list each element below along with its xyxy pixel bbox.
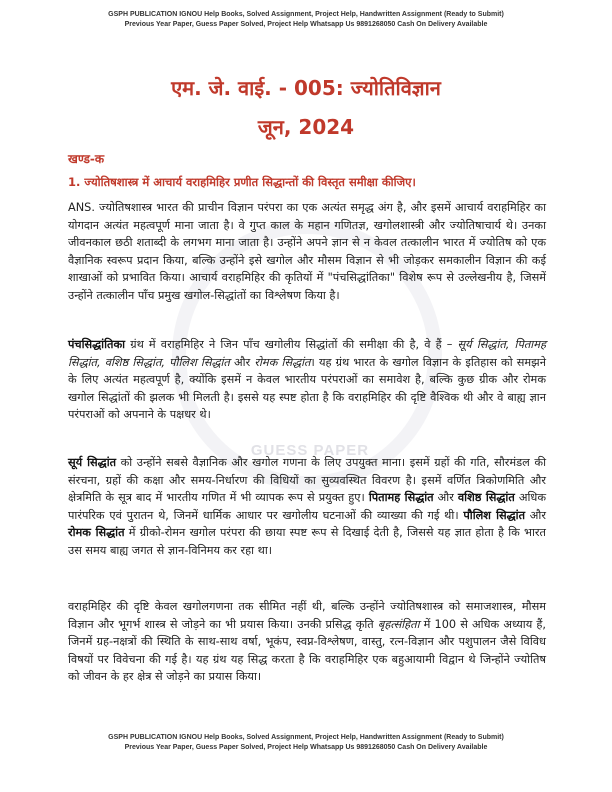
answer-paragraph-1 — [68, 199, 546, 305]
paragraph-text: को उन्होंने सबसे वैज्ञानिक और खगोल गणना के लिए उपयुक्त माना। इसमें ग्रहों की गति, सौरमंडल की संरचना, ग्रहों की कक्षा और समय-निर्धारण की विधियों का सुव्यवस्थित विवरण है। इसमें वर्णित त्रिकोणमिति और क्षेत्रमिति के सूत्र बाद में भारतीय गणित में भी व्यापक रूप से प्रयुक्त हुए। — [68, 456, 546, 505]
page-header — [0, 10, 612, 30]
footer-line-2: Previous Year Paper, Guess Paper Solved, Project Help Whatsapp Us 9891268050 Cash On Delivery Available — [124, 744, 488, 751]
bold-term: वशिष्ठ सिद्धांत — [457, 491, 515, 505]
watermark-text: GUESS PAPER — [250, 442, 370, 459]
paragraph-text: और — [229, 355, 255, 369]
section-heading: खण्ड-क — [68, 152, 105, 166]
paragraph-text: में 100 से अधिक अध्याय हैं, जिनमें ग्रह-नक्षत्रों की स्थिति के साथ-साथ वर्षा, भूकंप, स्वप्न-विश्लेषण, वास्तु, रत्न-विज्ञान और पशुपालन जैसे विविध विषयों पर विवेचना की गई है। यह ग्रंथ यह सिद्ध करता है कि वराहमिहिर एक बहुआयामी विद्वान थे जिन्होंने ज्योतिष को जीवन के हर क्षेत्र से जोड़ने का प्रयास किया। — [68, 617, 546, 684]
paragraph-text: अधिक पारंपरिक एवं पुरातन थे, जिनमें धार्मिक आधार पर खगोलीय घटनाओं की व्याख्या की गई थी। — [68, 491, 547, 522]
bold-term: पंचसिद्धांतिका — [68, 338, 126, 351]
bold-term: रोमक सिद्धांत — [68, 526, 125, 540]
header-line-2: Previous Year Paper, Guess Paper Solved, Project Help Whatsapp Us 9891268050 Cash On Delivery Available — [124, 21, 488, 28]
italic-term: बृहत्संहिता — [377, 617, 420, 631]
italic-term: रोमक सिद्धांत — [254, 355, 311, 369]
page-footer — [0, 733, 612, 753]
paragraph-text: में ग्रीको-रोमन खगोल परंपरा की छाया स्पष्ट रूप से दिखाई देती है, जिससे यह ज्ञात होता है कि भारत उस समय बाह्य जगत से ज्ञान-विनिमय कर रहा था। — [68, 526, 546, 557]
bold-term: सूर्य सिद्धांत — [68, 456, 117, 469]
paragraph-text: । यह ग्रंथ भारत के खगोल विज्ञान के इतिहास को समझने के लिए अत्यंत महत्वपूर्ण है, क्योंकि इसमें न केवल भारतीय परंपराओं का समावेश है, बल्कि कुछ ग्रीक और रोमक खगोल सिद्धांतों की झलक भी मिलती है। इससे यह स्पष्ट होता है कि वराहमिहिर की दृष्टि वैश्विक थी और वे बाह्य ज्ञान परंपराओं को अपनाने के पक्षधर थे। — [68, 355, 546, 422]
paragraph-text: ग्रंथ में वराहमिहिर ने जिन पाँच खगोलीय सिद्धांतों की समीक्षा की है, वे हैं – — [125, 338, 458, 351]
paragraph-text: और — [525, 508, 546, 522]
paragraph-text: ANS. ज्योतिषशास्त्र भारत की प्राचीन विज्ञान परंपरा का एक अत्यंत समृद्ध अंग है, और इसमें आचार्य वराहमिहिर का योगदान अत्यंत महत्वपूर्ण माना जाता है। वे गुप्त काल के महान गणितज्ञ, खगोलशास्त्री और ज्योतिषाचार्य थे। उनका जीवनकाल छठी शताब्दी के लगभग माना जाता है। उन्होंने अपने ज्ञान से न केवल तत्कालीन भारत में ज्योतिष को एक वैज्ञानिक स्वरूप प्रदान किया, बल्कि उन्होंने इसे खगोल और मौसम विज्ञान से भी जोड़कर समकालीन विज्ञान की कई शाखाओं को प्रभावित किया। आचार्य वराहमिहिर की कृतियों में "पंचसिद्धांतिका" विशेष रूप से उल्लेखनीय है, जिसमें उन्होंने तत्कालीन पाँच प्रमुख खगोल-सिद्धांतों का विश्लेषण किया है। — [68, 201, 546, 302]
bold-term: पौलिश सिद्धांत — [463, 508, 526, 522]
bold-term: पितामह सिद्धांत — [368, 491, 434, 505]
page-title: एम. जे. वाई. - 005: ज्योतिविज्ञान — [171, 76, 441, 100]
paragraph-text: वराहमिहिर की दृष्टि केवल खगोलगणना तक सीमित नहीं थी, बल्कि उन्होंने ज्योतिषशास्त्र को समाजशास्त्र, मौसम विज्ञान और भूगर्भ शास्त्र से जोड़ने का भी प्रयास किया। उनकी प्रसिद्ध कृति — [68, 600, 546, 631]
question-text: 1. ज्योतिषशास्त्र में आचार्य वराहमिहिर प्रणीत सिद्धान्तों की विस्तृत समीक्षा कीजिए। — [68, 175, 416, 189]
answer-paragraph-3 — [68, 454, 546, 560]
answer-paragraph-2 — [68, 336, 546, 424]
italic-term: सूर्य सिद्धांत, पितामह सिद्धांत, वशिष्ठ सिद्धांत, पौलिश सिद्धांत — [68, 338, 546, 369]
header-line-1: GSPH PUBLICATION IGNOU Help Books, Solved Assignment, Project Help, Handwritten Assignment (Ready to Submit) — [108, 11, 504, 18]
footer-line-1: GSPH PUBLICATION IGNOU Help Books, Solved Assignment, Project Help, Handwritten Assignment (Ready to Submit) — [108, 734, 504, 741]
exam-date: जून, 2024 — [257, 115, 355, 139]
answer-paragraph-4 — [68, 598, 546, 686]
paragraph-text: और — [433, 491, 458, 505]
